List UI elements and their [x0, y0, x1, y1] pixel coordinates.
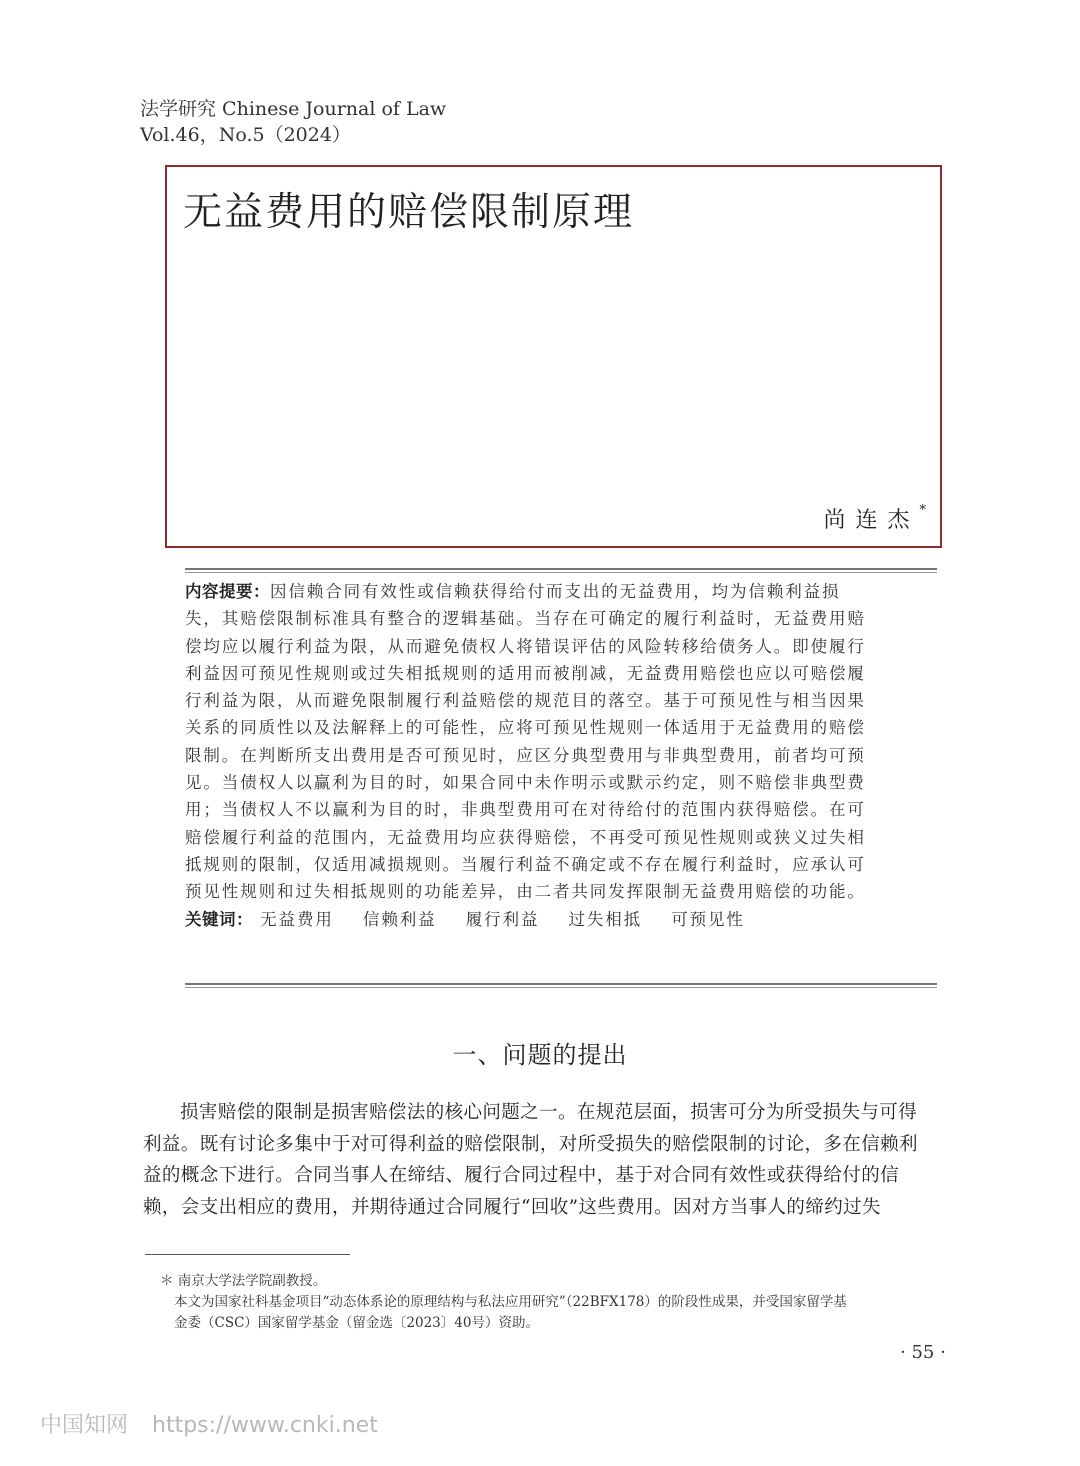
abstract-body — [185, 578, 937, 933]
body-line: 损害赔偿的限制是损害赔偿法的核心问题之一。在规范层面，损害可分为所受损失与可得 — [180, 1102, 918, 1123]
footnotes — [160, 1271, 980, 1334]
keyword: 过失相抵 — [568, 909, 643, 929]
journal-name: 法学研究 Chinese Journal of Law — [140, 98, 447, 120]
abstract-line: 利益因可预见性规则或过失相抵规则的适用而被削减，无益费用赔偿也应以可赔偿履 — [185, 663, 866, 683]
body-paragraph — [143, 1097, 973, 1223]
keyword: 履行利益 — [465, 909, 540, 929]
keywords-label: 关键词： — [185, 909, 253, 929]
section-heading: 一、问题的提出 — [452, 1041, 628, 1069]
abstract-line: 用；当债权人不以赢利为目的时，非典型费用可在对待给付的范围内获得赔偿。在可 — [185, 800, 866, 820]
abstract-text: 因信赖合同有效性或信赖获得给付而支出的无益费用，均为信赖利益损 — [270, 582, 841, 601]
footnote-funding: 本文为国家社科基金项目“动态体系论的原理结构与私法应用研究”（22BFX178）的阶段性成果，并受国家留学基 — [174, 1294, 847, 1310]
journal-header — [140, 96, 446, 148]
abstract-line: 抵规则的限制，仅适用减损规则。当履行利益不确定或不存在履行利益时，应承认可 — [185, 854, 866, 874]
keyword: 可预见性 — [671, 909, 745, 929]
journal-volume: Vol.46，No.5（2024） — [140, 124, 351, 146]
title-box — [165, 165, 942, 548]
author-line — [823, 503, 926, 534]
watermark-url[interactable]: https://www.cnki.net — [152, 1413, 378, 1438]
abstract-line: 限制。在判断所支出费用是否可预见时，应区分典型费用与非典型费用，前者均可预 — [185, 745, 866, 765]
author-name: 尚连杰 — [823, 508, 920, 533]
abstract-label: 内容提要： — [185, 582, 270, 601]
footnote-mark: ＊ — [160, 1273, 174, 1289]
body-line: 益的概念下进行。合同当事人在缔结、履行合同过程中，基于对合同有效性或获得给付的信 — [143, 1165, 900, 1186]
abstract-line: 行利益为限，从而避免限制履行利益赔偿的规范目的落空。基于可预见性与相当因果 — [185, 691, 866, 711]
keywords-line — [185, 906, 937, 933]
footnote-rule — [145, 1254, 350, 1255]
cnki-watermark — [40, 1408, 378, 1439]
body-line: 赖，会支出相应的费用，并期待通过合同履行“回收”这些费用。因对方当事人的缔约过失 — [143, 1196, 881, 1218]
abstract-line: 关系的同质性以及法解释上的可能性，应将可预见性规则一体适用于无益费用的赔偿 — [185, 718, 866, 738]
footnote-affiliation — [160, 1271, 980, 1292]
abstract-line: 失，其赔偿限制标准具有整合的逻辑基础。当存在可确定的履行利益时，无益费用赔 — [185, 609, 866, 629]
watermark-brand: 中国知网 — [40, 1413, 129, 1438]
body-line: 利益。既有讨论多集中于对可得利益的赔偿限制，对所受损失的赔偿限制的讨论，多在信赖利 — [143, 1133, 918, 1155]
keyword: 无益费用 — [260, 909, 334, 929]
article-title: 无益费用的赔偿限制原理 — [183, 190, 635, 235]
page-number: · 55 · — [900, 1342, 946, 1363]
keyword: 信赖利益 — [362, 909, 437, 929]
abstract-top-rule — [185, 568, 937, 573]
footnote-funding: 金委（CSC）国家留学基金（留金选〔2023〕40号）资助。 — [174, 1315, 539, 1331]
abstract-line: 偿均应以履行利益为限，从而避免债权人将错误评估的风险转移给债务人。即使履行 — [185, 636, 866, 656]
author-footnote-mark[interactable]: * — [919, 503, 926, 518]
abstract-line — [185, 578, 937, 605]
abstract-line: 见。当债权人以赢利为目的时，如果合同中未作明示或默示约定，则不赔偿非典型费 — [185, 773, 866, 793]
abstract-line: 预见性规则和过失相抵规则的功能差异，由二者共同发挥限制无益费用赔偿的功能。 — [185, 882, 866, 902]
footnote-affiliation-text: 南京大学法学院副教授。 — [177, 1273, 327, 1289]
abstract-line: 赔偿履行利益的范围内，无益费用均应获得赔偿，不再受可预见性规则或狭义过失相 — [185, 827, 866, 847]
abstract-bottom-rule — [185, 983, 937, 988]
